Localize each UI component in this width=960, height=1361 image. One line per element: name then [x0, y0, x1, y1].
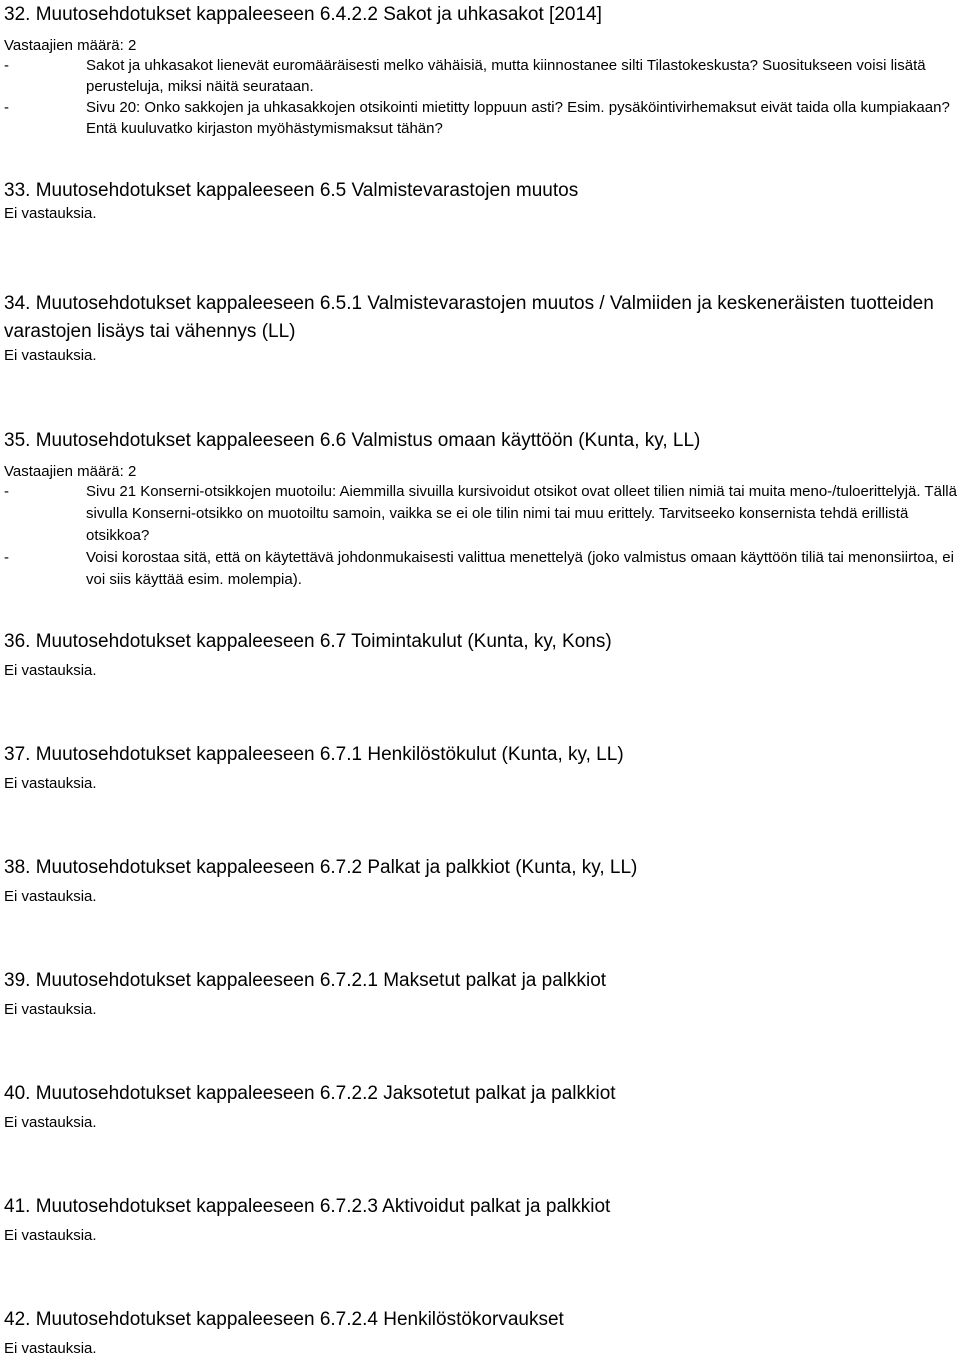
no-answers-text: Ei vastauksia. — [4, 347, 97, 364]
no-answers-text: Ei vastauksia. — [4, 1227, 97, 1244]
section-heading: 40. Muutosehdotukset kappaleeseen 6.7.2.2 Jaksotetut palkat ja palkkiot — [4, 1083, 616, 1104]
no-answers-text: Ei vastauksia. — [4, 205, 97, 222]
list-item-text: Sivu 21 Konserni-otsikkojen muotoilu: Aiemmilla sivuilla kursivoidut otsikot ovat olleet tilien nimiä tai muita meno-/tuloerittelyjä. Tällä sivulla Konserni-otsikko on muotoiltu samoin, vaikka se ei ole tilin nimi tai muu erittely. Tarvitseeko konsernista tehdä erillistä otsikkoa? — [86, 483, 957, 544]
section-36 — [4, 629, 960, 680]
list-bullet: - — [4, 99, 9, 116]
section-41 — [4, 1194, 960, 1245]
list-bullet: - — [4, 483, 9, 500]
list-item-text: Sakot ja uhkasakot lienevät euromääräisesti melko vähäisiä, mutta kiinnostanee silti Tilastokeskusta? Suositukseen voisi lisätä perusteluja, miksi näitä seurataan. — [86, 57, 926, 95]
section-39 — [4, 968, 960, 1019]
section-heading: 37. Muutosehdotukset kappaleeseen 6.7.1 Henkilöstökulut (Kunta, ky, LL) — [4, 744, 624, 765]
respondents-count: Vastaajien määrä: 2 — [4, 463, 137, 480]
respondents-count: Vastaajien määrä: 2 — [4, 37, 137, 54]
section-38 — [4, 855, 960, 906]
section-heading: 35. Muutosehdotukset kappaleeseen 6.6 Valmistus omaan käyttöön (Kunta, ky, LL) — [4, 430, 701, 451]
section-40 — [4, 1081, 960, 1132]
section-heading: 33. Muutosehdotukset kappaleeseen 6.5 Valmistevarastojen muutos — [4, 180, 579, 201]
section-heading: 41. Muutosehdotukset kappaleeseen 6.7.2.3 Aktivoidut palkat ja palkkiot — [4, 1196, 611, 1217]
list-item — [4, 547, 960, 591]
no-answers-text: Ei vastauksia. — [4, 1114, 97, 1131]
list-item-text: Sivu 20: Onko sakkojen ja uhkasakkojen otsikointi mietitty loppuun asti? Esim. pysäköintivirhemaksut eivät taida olla kumpiakaan? Entä kuuluvatko kirjaston myöhästymismaksut tähän? — [86, 99, 950, 137]
section-heading: 39. Muutosehdotukset kappaleeseen 6.7.2.1 Maksetut palkat ja palkkiot — [4, 970, 607, 991]
section-32 — [4, 2, 960, 139]
no-answers-text: Ei vastauksia. — [4, 662, 97, 679]
no-answers-text: Ei vastauksia. — [4, 1340, 97, 1357]
section-heading: 38. Muutosehdotukset kappaleeseen 6.7.2 Palkat ja palkkiot (Kunta, ky, LL) — [4, 857, 638, 878]
no-answers-text: Ei vastauksia. — [4, 1001, 97, 1018]
no-answers-text: Ei vastauksia. — [4, 888, 97, 905]
section-35 — [4, 428, 960, 591]
no-answers-text: Ei vastauksia. — [4, 775, 97, 792]
section-heading: 32. Muutosehdotukset kappaleeseen 6.4.2.2 Sakot ja uhkasakot [2014] — [4, 4, 602, 25]
list-item — [4, 481, 960, 547]
list-item — [4, 97, 960, 139]
section-heading: 34. Muutosehdotukset kappaleeseen 6.5.1 Valmistevarastojen muutos / Valmiiden ja keskeneräisten tuotteiden varastojen lisäys tai vähennys (LL) — [4, 293, 934, 342]
section-heading: 36. Muutosehdotukset kappaleeseen 6.7 Toimintakulut (Kunta, ky, Kons) — [4, 631, 612, 652]
list-bullet: - — [4, 57, 9, 74]
section-heading: 42. Muutosehdotukset kappaleeseen 6.7.2.4 Henkilöstökorvaukset — [4, 1309, 564, 1330]
list-bullet: - — [4, 549, 9, 566]
section-42 — [4, 1307, 960, 1358]
list-item — [4, 55, 960, 97]
list-item-text: Voisi korostaa sitä, että on käytettävä johdonmukaisesti valittua menettelyä (joko valmistus omaan käyttöön tiliä tai menonsiirtoa, ei voi siis käyttää esim. molempia). — [86, 549, 954, 588]
section-33 — [4, 178, 960, 223]
section-34 — [4, 290, 960, 365]
section-37 — [4, 742, 960, 793]
